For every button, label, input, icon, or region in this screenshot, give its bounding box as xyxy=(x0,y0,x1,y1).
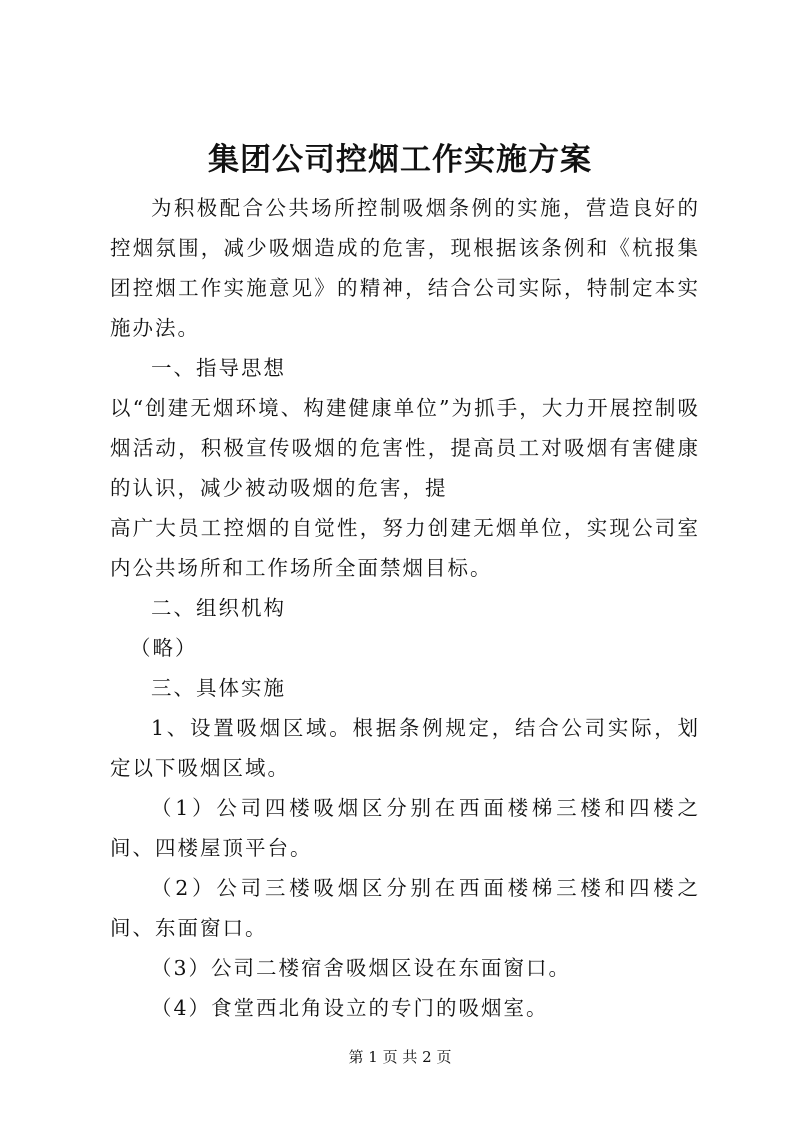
smoking-area-item: （1）公司四楼吸烟区分别在西面楼梯三楼和四楼之间、四楼屋顶平台。 xyxy=(110,796,700,860)
smoking-area-item: （2）公司三楼吸烟区分别在西面楼梯三楼和四楼之间、东面窗口。 xyxy=(110,876,700,940)
page-number-footer: 第 1 页 共 2 页 xyxy=(348,1048,452,1066)
document-body xyxy=(110,188,700,1028)
guiding-ideology-continuation: 高广大员工控烟的自觉性，努力创建无烟单位，实现公司室内公共场所和工作场所全面禁烟目标。 xyxy=(110,516,700,580)
intro-paragraph: 为积极配合公共场所控制吸烟条例的实施，营造良好的控烟氛围，减少吸烟造成的危害，现根据该条例和《杭报集团控烟工作实施意见》的精神，结合公司实际，特制定本实施办法。 xyxy=(110,196,700,340)
section-heading-organization: 二、组织机构 xyxy=(151,596,286,620)
smoking-area-item: （4）食堂西北角设立的专门的吸烟室。 xyxy=(151,996,549,1020)
section-heading-implementation: 三、具体实施 xyxy=(151,676,286,700)
page-title: 集团公司控烟工作实施方案 xyxy=(208,142,592,178)
guiding-ideology-paragraph: 以“创建无烟环境、构建健康单位”为抓手，大力开展控制吸烟活动，积极宣传吸烟的危害性，提高员工对吸烟有害健康的认识，减少被动吸烟的危害，提 xyxy=(110,396,700,500)
smoking-area-item: （3）公司二楼宿舍吸烟区设在东面窗口。 xyxy=(151,956,572,980)
organization-omitted-note: （略） xyxy=(130,636,198,660)
section-heading-guiding-ideology: 一、指导思想 xyxy=(151,356,286,380)
smoking-area-intro: 1、设置吸烟区域。根据条例规定，结合公司实际，划定以下吸烟区域。 xyxy=(110,716,700,780)
